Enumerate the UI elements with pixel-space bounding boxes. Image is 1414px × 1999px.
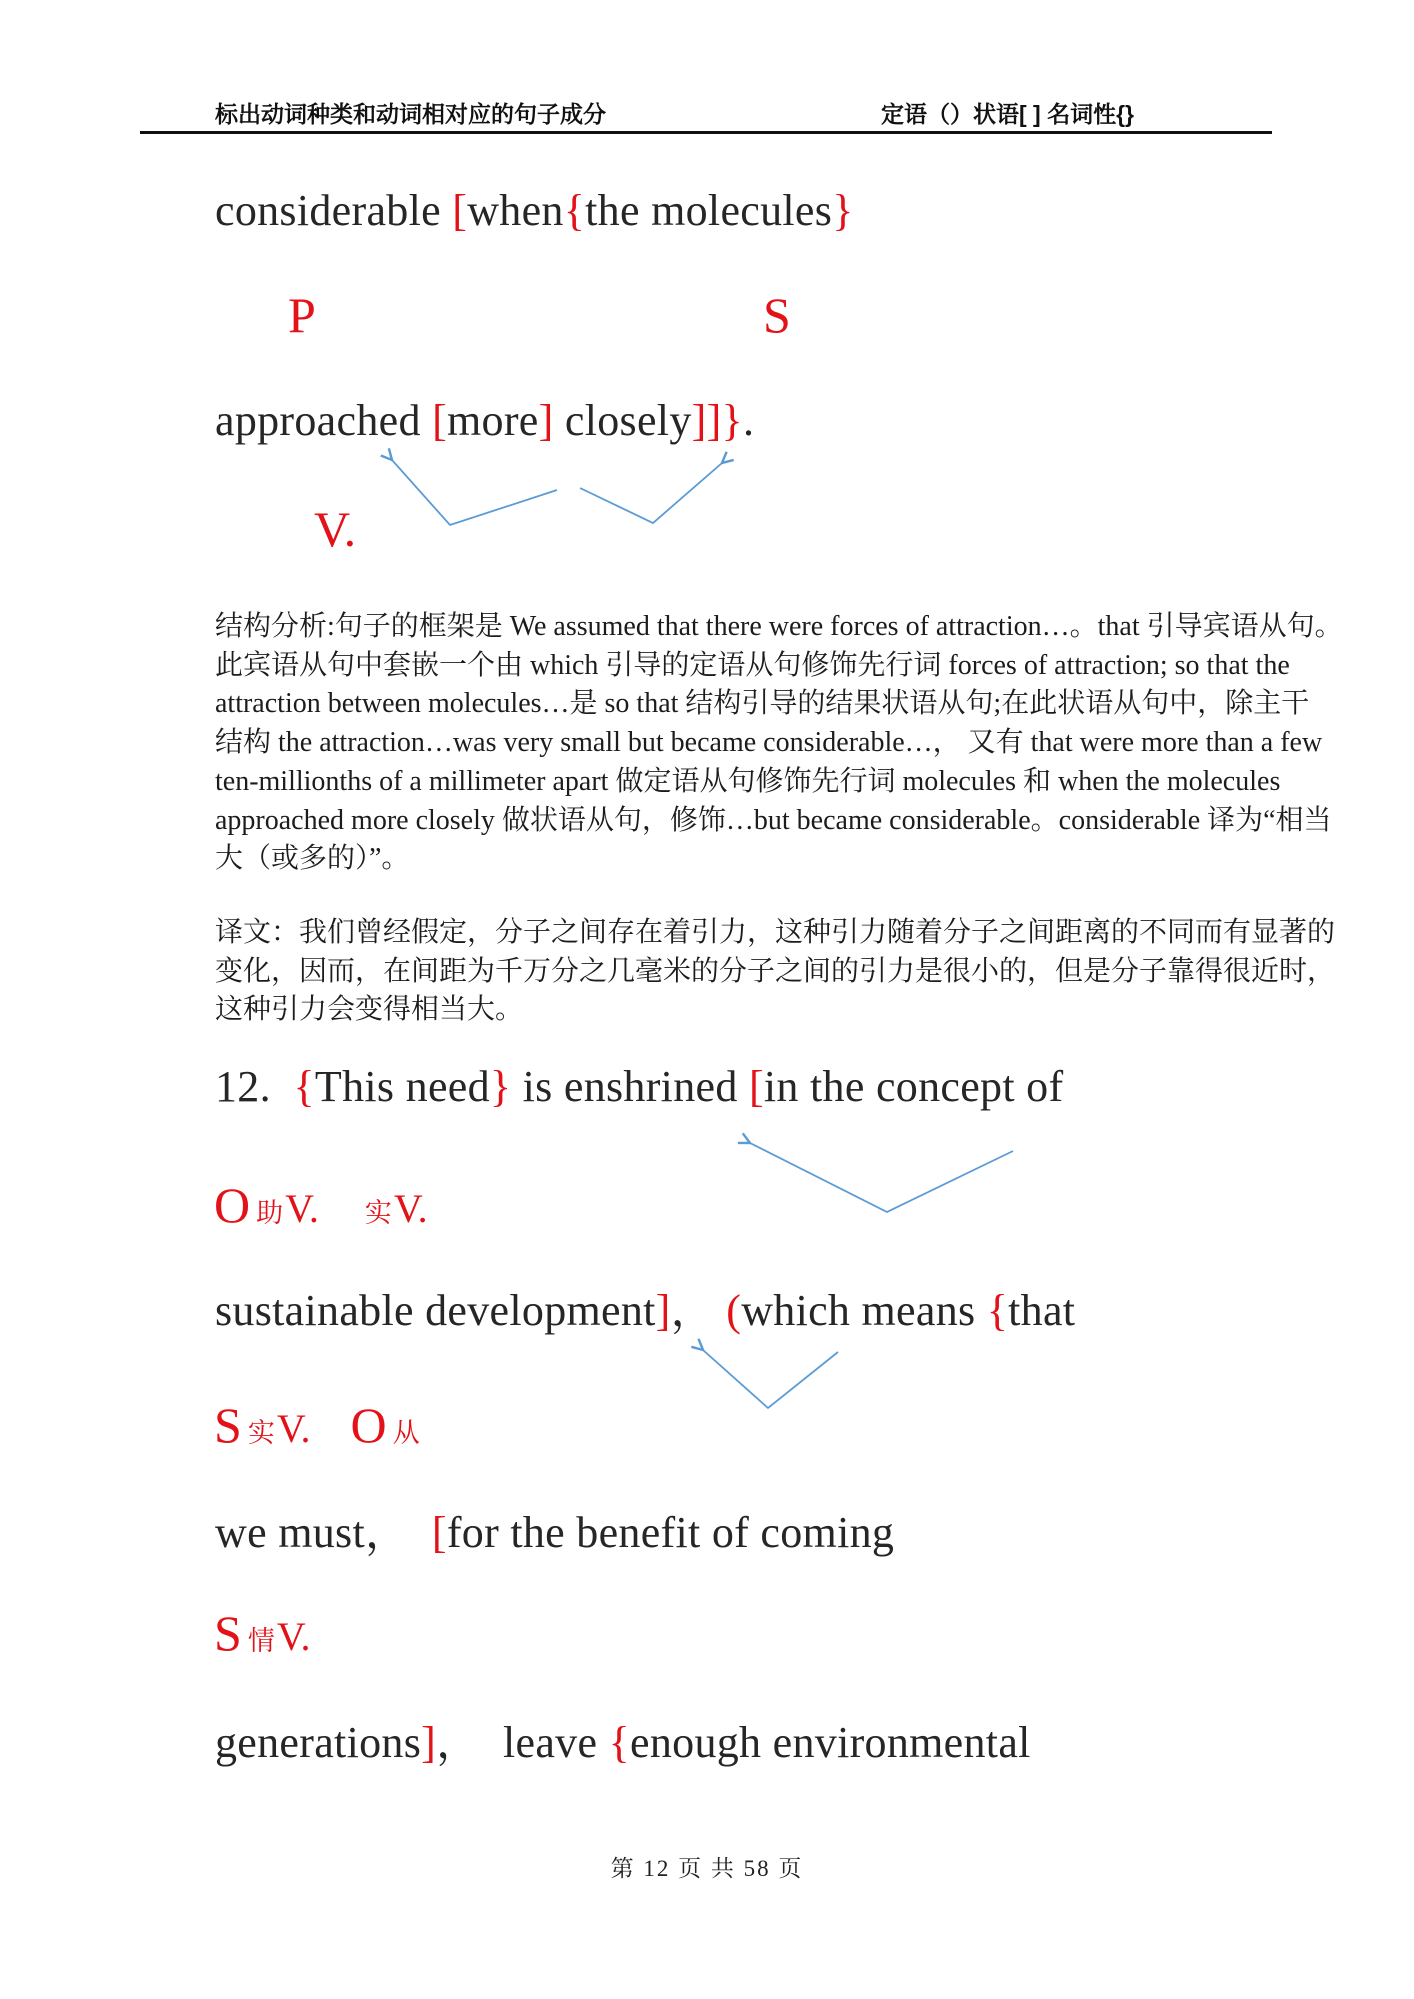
noun-brace: { (986, 1286, 1009, 1335)
grammar-label-subject: S (214, 1397, 242, 1453)
arrow-connector-icon (750, 1143, 1013, 1212)
sentence-line (215, 1058, 1063, 1116)
attributive-paren: ( (726, 1286, 742, 1335)
item-number: 12. (215, 1062, 294, 1111)
adverbial-bracket: [ (452, 186, 468, 235)
grammar-label-verb: V. (393, 1186, 428, 1231)
grammar-label-modal: 情 (247, 1626, 275, 1656)
structure-analysis-paragraph (215, 608, 1343, 879)
sentence-text: for the benefit of coming (446, 1508, 895, 1557)
grammar-label-clause: 从 (392, 1418, 420, 1448)
sentence-line (215, 1282, 1075, 1340)
adverbial-bracket: [ (748, 1062, 764, 1111)
sentence-text: ， (670, 1286, 727, 1335)
sentence-text: when (467, 186, 564, 235)
adverbial-bracket: [ (432, 396, 448, 445)
grammar-label-object: O (350, 1397, 387, 1453)
arrow-connector-icon (703, 1350, 838, 1408)
sentence-line (215, 1714, 1031, 1772)
sentence-text: that (1008, 1286, 1076, 1335)
analysis-line: ten-millionths of a millimeter apart 做定语从句修饰先行词 molecules 和 when the molecules (215, 765, 1281, 797)
sentence-text: This need (314, 1062, 490, 1111)
adverbial-bracket: ] (421, 1718, 437, 1767)
sentence-line (215, 392, 754, 450)
sentence-text: generations (215, 1718, 422, 1767)
grammar-label-predicative: P (288, 287, 316, 343)
sentence-text: closely (553, 396, 692, 445)
translation-paragraph (215, 914, 1336, 1030)
noun-brace: { (293, 1062, 315, 1111)
analysis-line: 结构 the attraction…was very small but became considerable…， 又有 that were more than a few (215, 727, 1323, 759)
grammar-label-verb: V. (314, 501, 357, 557)
sentence-text: ， leave (436, 1718, 609, 1767)
grammar-label-verb: V. (285, 1186, 319, 1231)
noun-brace: } (832, 186, 854, 235)
grammar-label-notional: 实 (364, 1198, 392, 1228)
grammar-label-verb: V. (276, 1406, 311, 1451)
header-legend: 定语（）状语[ ] 名词性{} (881, 101, 1134, 127)
analysis-line: approached more closely 做状语从句，修饰…but became considerable。considerable 译为“相当 (215, 804, 1332, 836)
translation-line: 变化，因而，在间距为千万分之几毫米的分子之间的引力是很小的，但是分子靠得很近时， (215, 955, 1336, 987)
grammar-label-subject: S (214, 1605, 242, 1661)
grammar-label-auxiliary: 助 (256, 1198, 284, 1228)
noun-brace: { (608, 1718, 631, 1767)
grammar-label-notional: 实 (247, 1418, 275, 1448)
analysis-line: 结构分析:句子的框架是 We assumed that there were forces of attraction…。that 引导宾语从句。 (215, 611, 1343, 642)
adverbial-bracket: [ (431, 1508, 447, 1557)
sentence-text: we must， (215, 1508, 432, 1557)
grammar-label-row (214, 1176, 428, 1234)
sentence-line (215, 1504, 894, 1562)
sentence-text: in the concept of (763, 1062, 1064, 1111)
grammar-label-row (214, 1604, 311, 1662)
sentence-text: is enshrined (511, 1062, 749, 1111)
arrow-connector-icon (392, 460, 557, 525)
analysis-line: 大（或多的）”。 (215, 843, 410, 875)
sentence-text: which means (741, 1286, 987, 1335)
closing-brackets: ]]} (691, 396, 743, 445)
noun-brace: { (563, 186, 586, 235)
translation-line: 译文：我们曾经假定，分子之间存在着引力，这种引力随着分子之间距离的不同而有显著的 (215, 917, 1336, 948)
analysis-line: attraction between molecules…是 so that 结构引导的结果状语从句;在此状语从句中，除主干 (215, 688, 1310, 720)
translation-line: 这种引力会变得相当大。 (215, 994, 524, 1026)
sentence-text: approached (215, 396, 433, 445)
page-number: 第 12 页 共 58 页 (610, 1856, 804, 1881)
adverbial-bracket: ] (538, 396, 554, 445)
grammar-label-verb: V. (276, 1614, 311, 1659)
grammar-label-object: O (214, 1177, 251, 1233)
sentence-text: considerable (215, 186, 453, 235)
sentence-line (215, 182, 854, 240)
adverbial-bracket: ] (655, 1286, 671, 1335)
sentence-text: more (447, 396, 539, 445)
analysis-line: 此宾语从句中套嵌一个由 which 引导的定语从句修饰先行词 forces of attraction; so that the (215, 649, 1290, 681)
sentence-text: . (742, 396, 755, 445)
grammar-label-subject: S (763, 287, 791, 343)
sentence-text: the molecules (585, 186, 833, 235)
sentence-text: enough environmental (630, 1718, 1031, 1767)
grammar-label-row (214, 1396, 420, 1454)
sentence-text: sustainable development (215, 1286, 656, 1335)
arrow-connector-icon (580, 463, 722, 523)
header-rule (140, 131, 1272, 134)
noun-brace: } (489, 1062, 512, 1111)
header-left-title: 标出动词种类和动词相对应的句子成分 (215, 101, 606, 127)
